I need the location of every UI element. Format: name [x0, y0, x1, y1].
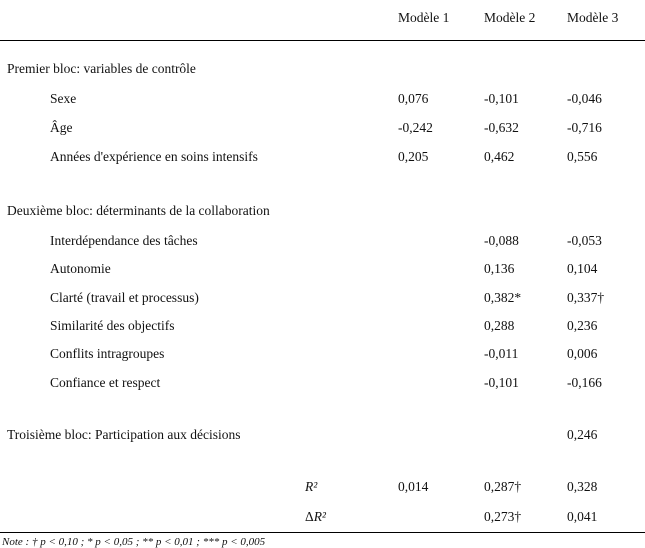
cell-m3: 0,236	[567, 318, 598, 333]
header-modele-2: Modèle 2	[484, 10, 536, 25]
cell-m1: 0,205	[398, 149, 429, 164]
row-label: Confiance et respect	[50, 375, 161, 390]
delta-r-squared-text: R²	[313, 509, 326, 524]
cell-m3: 0,041	[567, 509, 598, 524]
table-note: Note : † p < 0,10 ; * p < 0,05 ; ** p < 0,01 ; *** p < 0,005	[2, 536, 266, 548]
delta-r-squared-label	[305, 509, 326, 525]
cell-m1: 0,076	[398, 91, 429, 106]
cell-m3: 0,246	[567, 427, 598, 442]
cell-m3: -0,053	[567, 233, 602, 248]
cell-m3: 0,006	[567, 346, 598, 361]
row-label: Clarté (travail et processus)	[50, 290, 199, 305]
block2-title: Deuxième bloc: déterminants de la collaboration	[7, 203, 270, 218]
row-label: Conflits intragroupes	[50, 346, 165, 361]
cell-m2: -0,632	[484, 120, 519, 135]
cell-m2: 0,462	[484, 149, 515, 164]
cell-m2: 0,382*	[484, 290, 522, 305]
block1-title: Premier bloc: variables de contrôle	[7, 61, 196, 76]
row-label: Âge	[50, 120, 73, 135]
cell-m2: -0,101	[484, 91, 519, 106]
header-modele-3: Modèle 3	[567, 10, 619, 25]
table-top-rule	[0, 40, 645, 41]
cell-m2: 0,288	[484, 318, 515, 333]
cell-m3: 0,556	[567, 149, 598, 164]
row-label: Sexe	[50, 91, 77, 106]
delta-symbol: Δ	[305, 509, 314, 524]
cell-m2: 0,273†	[484, 509, 522, 524]
row-label: Similarité des objectifs	[50, 318, 175, 333]
cell-m2: 0,287†	[484, 479, 522, 494]
cell-m2: 0,136	[484, 261, 515, 276]
cell-m2: -0,101	[484, 375, 519, 390]
cell-m3: -0,716	[567, 120, 602, 135]
header-modele-1: Modèle 1	[398, 10, 450, 25]
cell-m1: -0,242	[398, 120, 433, 135]
row-label: Autonomie	[50, 261, 111, 276]
cell-m3: 0,104	[567, 261, 598, 276]
row-label: Interdépendance des tâches	[50, 233, 198, 248]
r-squared-label: R²	[305, 479, 318, 494]
cell-m3: -0,046	[567, 91, 602, 106]
block3-title: Troisième bloc: Participation aux décisions	[7, 427, 241, 442]
cell-m3: -0,166	[567, 375, 602, 390]
row-label: Années d'expérience en soins intensifs	[50, 149, 258, 164]
cell-m3: 0,328	[567, 479, 598, 494]
cell-m3: 0,337†	[567, 290, 605, 305]
table-bottom-rule	[0, 532, 645, 533]
cell-m2: -0,011	[484, 346, 519, 361]
cell-m2: -0,088	[484, 233, 519, 248]
cell-m1: 0,014	[398, 479, 429, 494]
